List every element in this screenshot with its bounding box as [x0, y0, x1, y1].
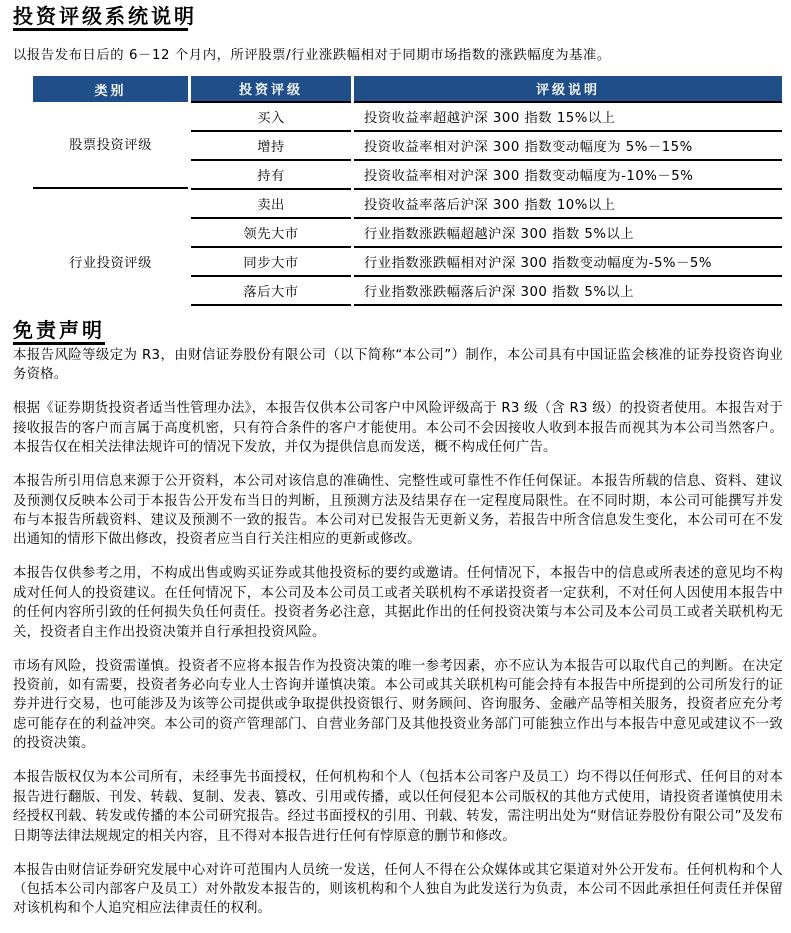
rating-desc: 投资收益率落后沪深 300 指数 10%以上 [353, 189, 783, 218]
table-row [33, 102, 782, 131]
disclaimer-paragraph: 根据《证券期货投资者适当性管理办法》，本报告仅供本公司客户中风险评级高于 R3 级（含 R3 级）的投资者使用。本报告对于接收报告的客户而言属于高度机密，只有符合条件的客户才能使用。本公司不会因接收人收到本报告而视其为本公司当然客户。本报告仅在相关法律法规许可的情况下发放，并仅为提供信息而发送，概不构成任何广告。 [13, 401, 783, 456]
table-row [33, 218, 782, 247]
disclaimer-paragraph: 本报告版权仅为本公司所有，未经事先书面授权，任何机构和个人（包括本公司客户及员工）均不得以任何形式、任何目的对本报告进行翻版、刊发、转载、复制、发表、篡改、引用或传播，或以任何侵犯本公司版权的其他方式使用，请投资者谨慎使用未经授权刊载、转发或传播的本公司研究报告。经过书面授权的引用、刊载、转发，需注明出处为“财信证券股份有限公司”及发布日期等法律法规规定的相关内容，且不得对本报告进行任何有悖原意的删节和修改。 [13, 770, 783, 844]
header-category: 类别 [33, 76, 190, 102]
rating-intro-text: 以报告发布日后的 6－12 个月内，所评股票/行业涨跌幅相对于同期市场指数的涨跌幅度为基准。 [13, 48, 611, 63]
rating-cell: 持有 [190, 160, 353, 189]
rating-desc: 投资收益率超越沪深 300 指数 15%以上 [353, 102, 783, 131]
category-industry [33, 218, 190, 305]
rating-desc: 投资收益率相对沪深 300 指数变动幅度为 5%－15% [353, 131, 783, 160]
disclaimer-paragraph: 本报告仅供参考之用，不构成出售或购买证券或其他投资标的要约或邀请。任何情况下，本报告中的信息或所表述的意见均不构成对任何人的投资建议。在任何情况下，本公司及本公司员工或者关联机构不承诺投资者一定获利，不对任何人因使用本报告中的任何内容所引致的任何损失负任何责任。投资者务必注意，其据此作出的任何投资决策与本公司及本公司员工或者关联机构无关，投资者自主作出投资决策并自行承担投资风险。 [13, 566, 783, 640]
rating-cell: 同步大市 [190, 247, 353, 276]
rating-desc: 行业指数涨跌幅超越沪深 300 指数 5%以上 [353, 218, 783, 247]
category-stock-label: 股票投资评级 [69, 138, 152, 153]
rating-system-title: 投资评级系统说明 [13, 4, 188, 31]
category-industry-label: 行业投资评级 [69, 256, 152, 271]
rating-cell: 落后大市 [190, 276, 353, 305]
disclaimer-paragraph: 本报告风险等级定为 R3，由财信证券股份有限公司（以下简称“本公司”）制作，本公司具有中国证监会核准的证券投资咨询业务资格。 [13, 348, 783, 383]
header-rating: 投资评级 [190, 76, 353, 102]
header-description: 评级说明 [353, 76, 783, 102]
rating-cell: 增持 [190, 131, 353, 160]
rating-desc: 投资收益率相对沪深 300 指数变动幅度为-10%－5% [353, 160, 783, 189]
disclaimer-paragraph: 本报告所引用信息来源于公开资料，本公司对该信息的准确性、完整性或可靠性不作任何保证。本报告所载的信息、资料、建议及预测仅反映本公司于本报告公开发布当日的判断，且预测方法及结果存在一定程度局限性。在不同时期，本公司可能撰写并发布与本报告所载资料、建议及预测不一致的报告。本公司对已发报告无更新义务，若报告中所含信息发生变化，本公司可在不发出通知的情形下做出修改，投资者应当自行关注相应的更新或修改。 [13, 474, 783, 548]
rating-table-header [33, 76, 782, 102]
disclaimer-body [13, 346, 783, 933]
rating-table [33, 76, 782, 306]
rating-cell: 卖出 [190, 189, 353, 218]
rating-desc: 行业指数涨跌幅落后沪深 300 指数 5%以上 [353, 276, 783, 305]
rating-desc: 行业指数涨跌幅相对沪深 300 指数变动幅度为-5%－5% [353, 247, 783, 276]
category-stock [33, 102, 190, 218]
disclaimer-title: 免责声明 [13, 318, 105, 345]
disclaimer-paragraph: 市场有风险，投资需谨慎。投资者不应将本报告作为投资决策的唯一参考因素，亦不应认为本报告可以取代自己的判断。在决定投资前，如有需要，投资者务必向专业人士咨询并谨慎决策。本公司或其关联机构可能会持有本报告中所提到的公司所发行的证券并进行交易，也可能涉及为该等公司提供或争取提供投资银行、财务顾问、咨询服务、金融产品等相关服务，投资者应充分考虑可能存在的利益冲突。本公司的资产管理部门、自营业务部门及其他投资业务部门可能独立作出与本报告中意见或建议不一致的投资决策。 [13, 658, 783, 752]
rating-cell: 买入 [190, 102, 353, 131]
rating-cell: 领先大市 [190, 218, 353, 247]
disclaimer-paragraph: 本报告由财信证券研究发展中心对许可范围内人员统一发送，任何人不得在公众媒体或其它渠道对外公开发布。任何机构和个人（包括本公司内部客户及员工）对外散发本报告的，则该机构和个人独自为此发送行为负责，本公司不因此承担任何责任并保留对该机构和个人追究相应法律责任的权利。 [13, 862, 783, 917]
